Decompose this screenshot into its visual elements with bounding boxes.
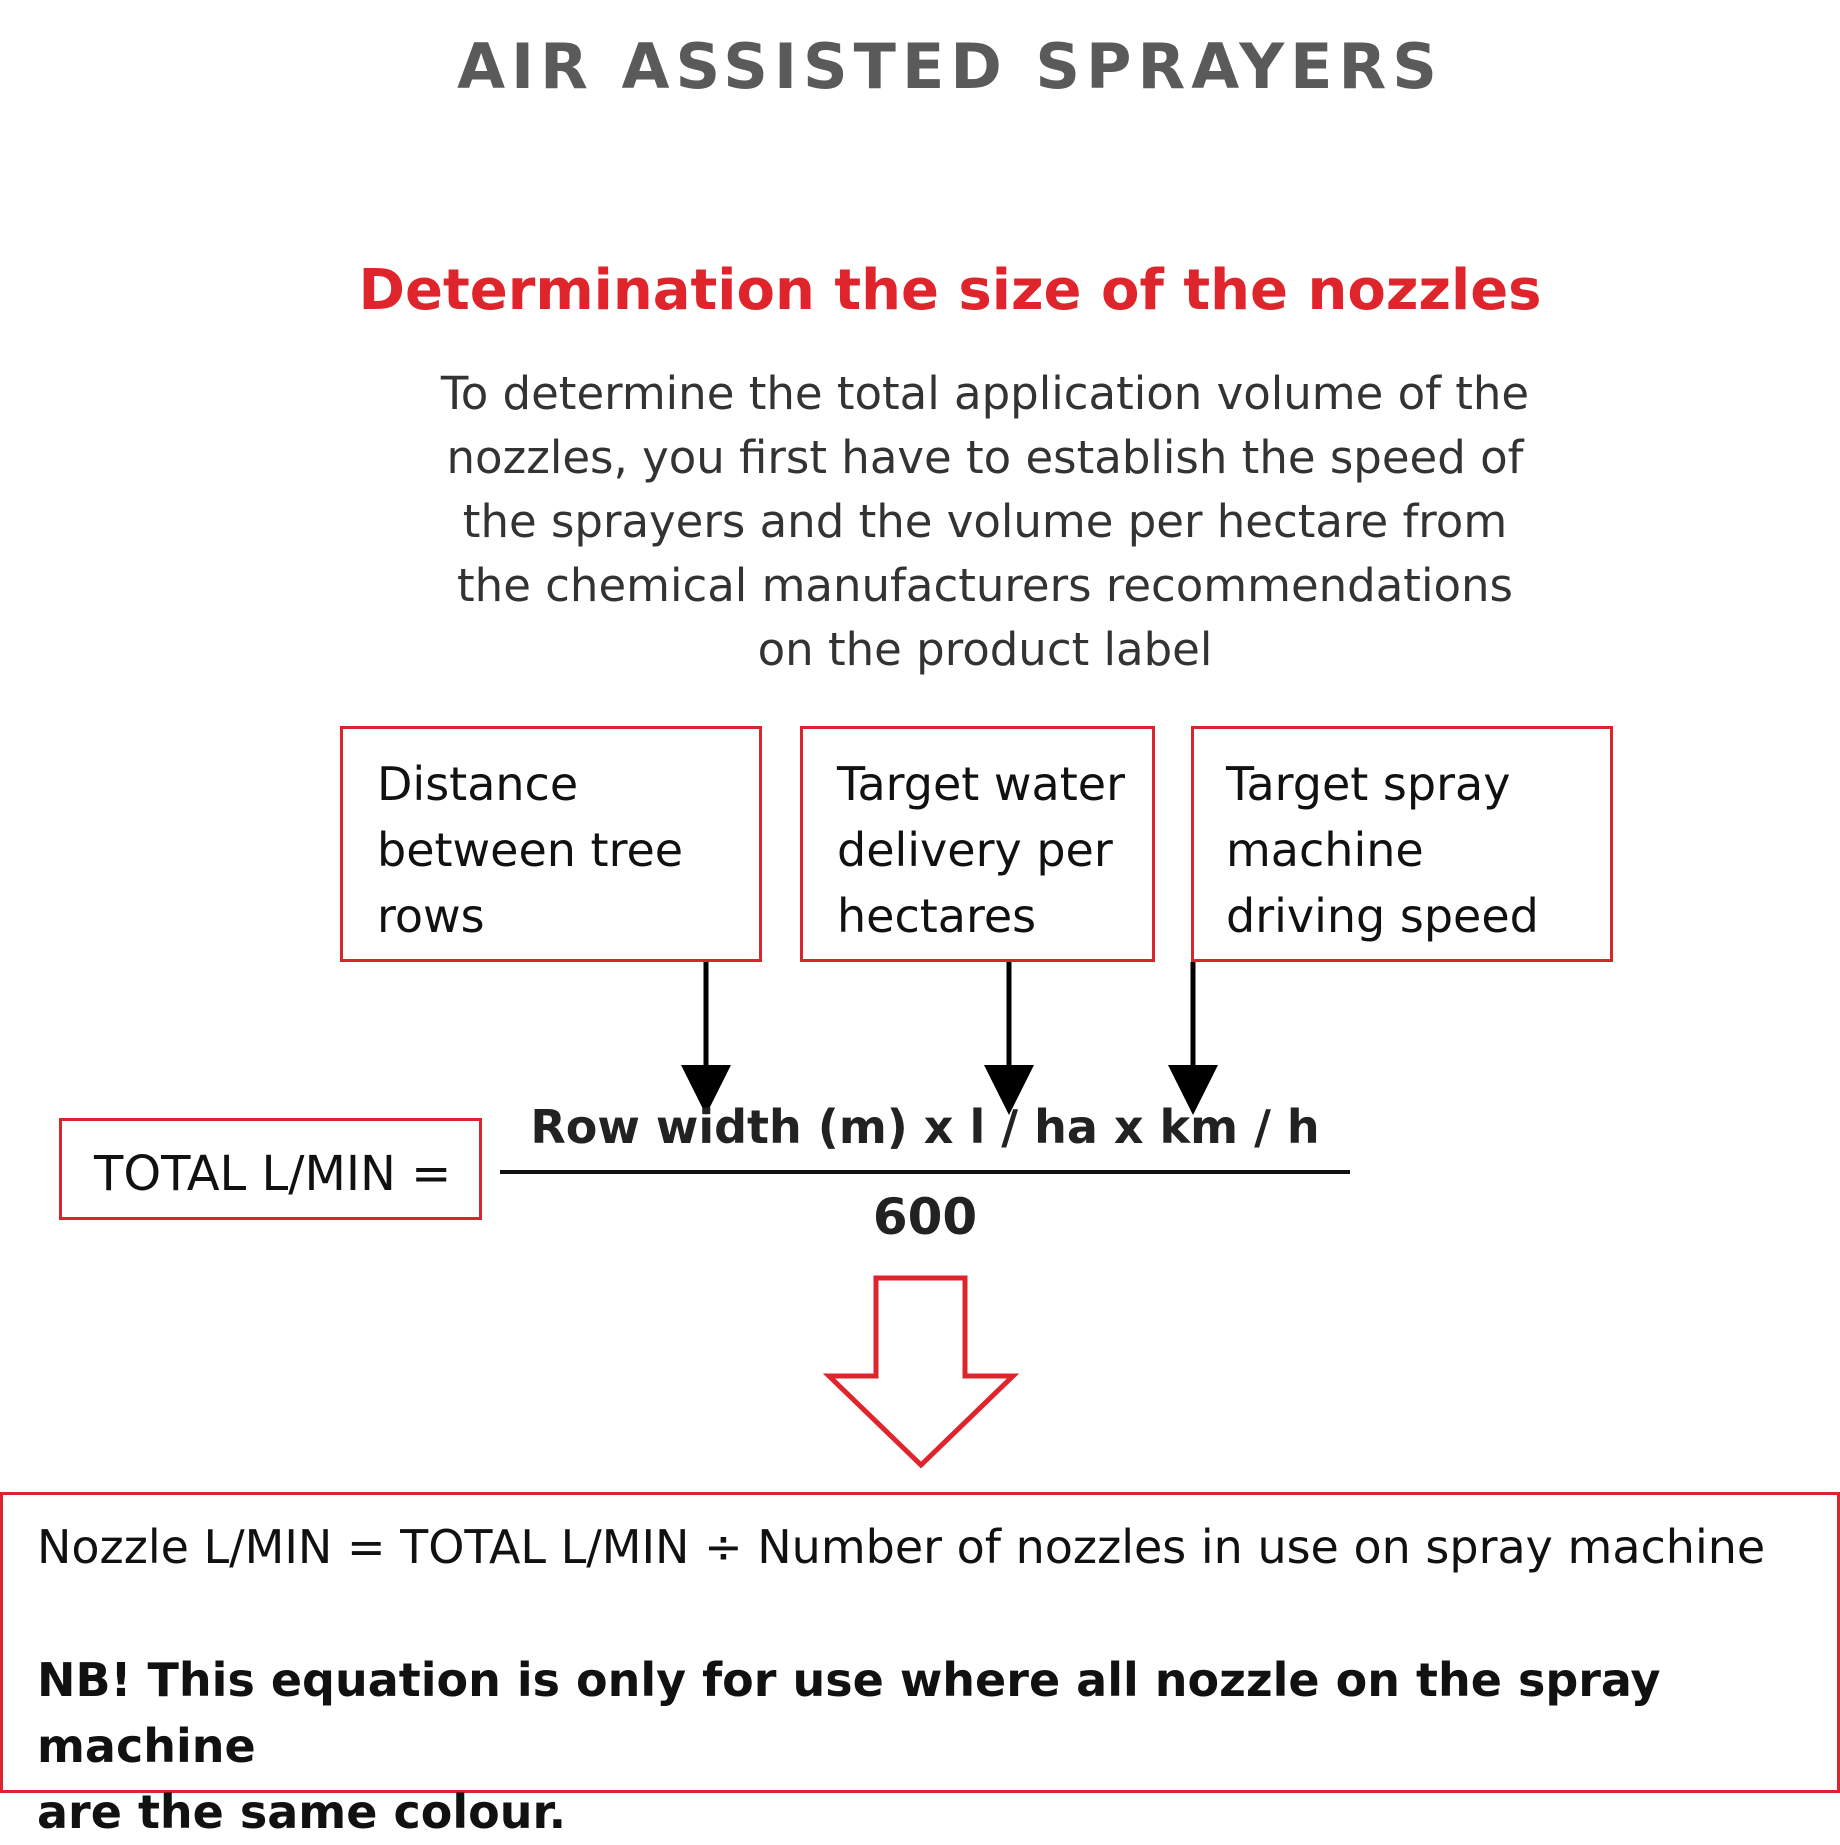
total-lmin-label: TOTAL L/MIN = — [94, 1146, 452, 1202]
big-down-arrow-icon — [829, 1278, 1013, 1465]
section-heading: Determination the size of the nozzles — [358, 258, 1542, 323]
driving-speed-line: driving speed — [1226, 889, 1539, 943]
driving-speed-line: Target spray — [1226, 757, 1511, 811]
page-title: AIR ASSISTED SPRAYERS — [457, 30, 1443, 103]
intro-line: nozzles, you first have to establish the speed of — [446, 431, 1524, 484]
water-delivery-line: hectares — [837, 889, 1037, 943]
driving-speed-line: machine — [1226, 823, 1424, 877]
intro-line: the chemical manufacturers recommendations — [457, 559, 1513, 612]
row-distance-line: between tree — [377, 823, 684, 877]
intro-line: the sprayers and the volume per hectare from — [462, 495, 1508, 548]
water-delivery-line: Target water — [837, 757, 1125, 811]
formula-denominator: 600 — [872, 1188, 978, 1246]
nozzle-formula: Nozzle L/MIN = TOTAL L/MIN ÷ Number of nozzles in use on spray machine — [37, 1520, 1766, 1574]
nb-note — [37, 1647, 1797, 1845]
row-distance-line: Distance — [377, 757, 579, 811]
total-lmin-box — [59, 1118, 482, 1220]
row-distance-line: rows — [377, 889, 485, 943]
intro-line: To determine the total application volume of the — [440, 367, 1530, 420]
intro-line: on the product label — [757, 623, 1213, 676]
nozzle-result-box — [0, 1492, 1840, 1839]
nb-note-line: NB! This equation is only for use where all nozzle on the spray machine — [37, 1653, 1661, 1773]
fraction-bar — [500, 1170, 1350, 1174]
nb-note-line: are the same colour. — [37, 1785, 567, 1839]
water-delivery-line: delivery per — [837, 823, 1113, 877]
formula-numerator: Row width (m) x l / ha x km / h — [530, 1100, 1320, 1154]
